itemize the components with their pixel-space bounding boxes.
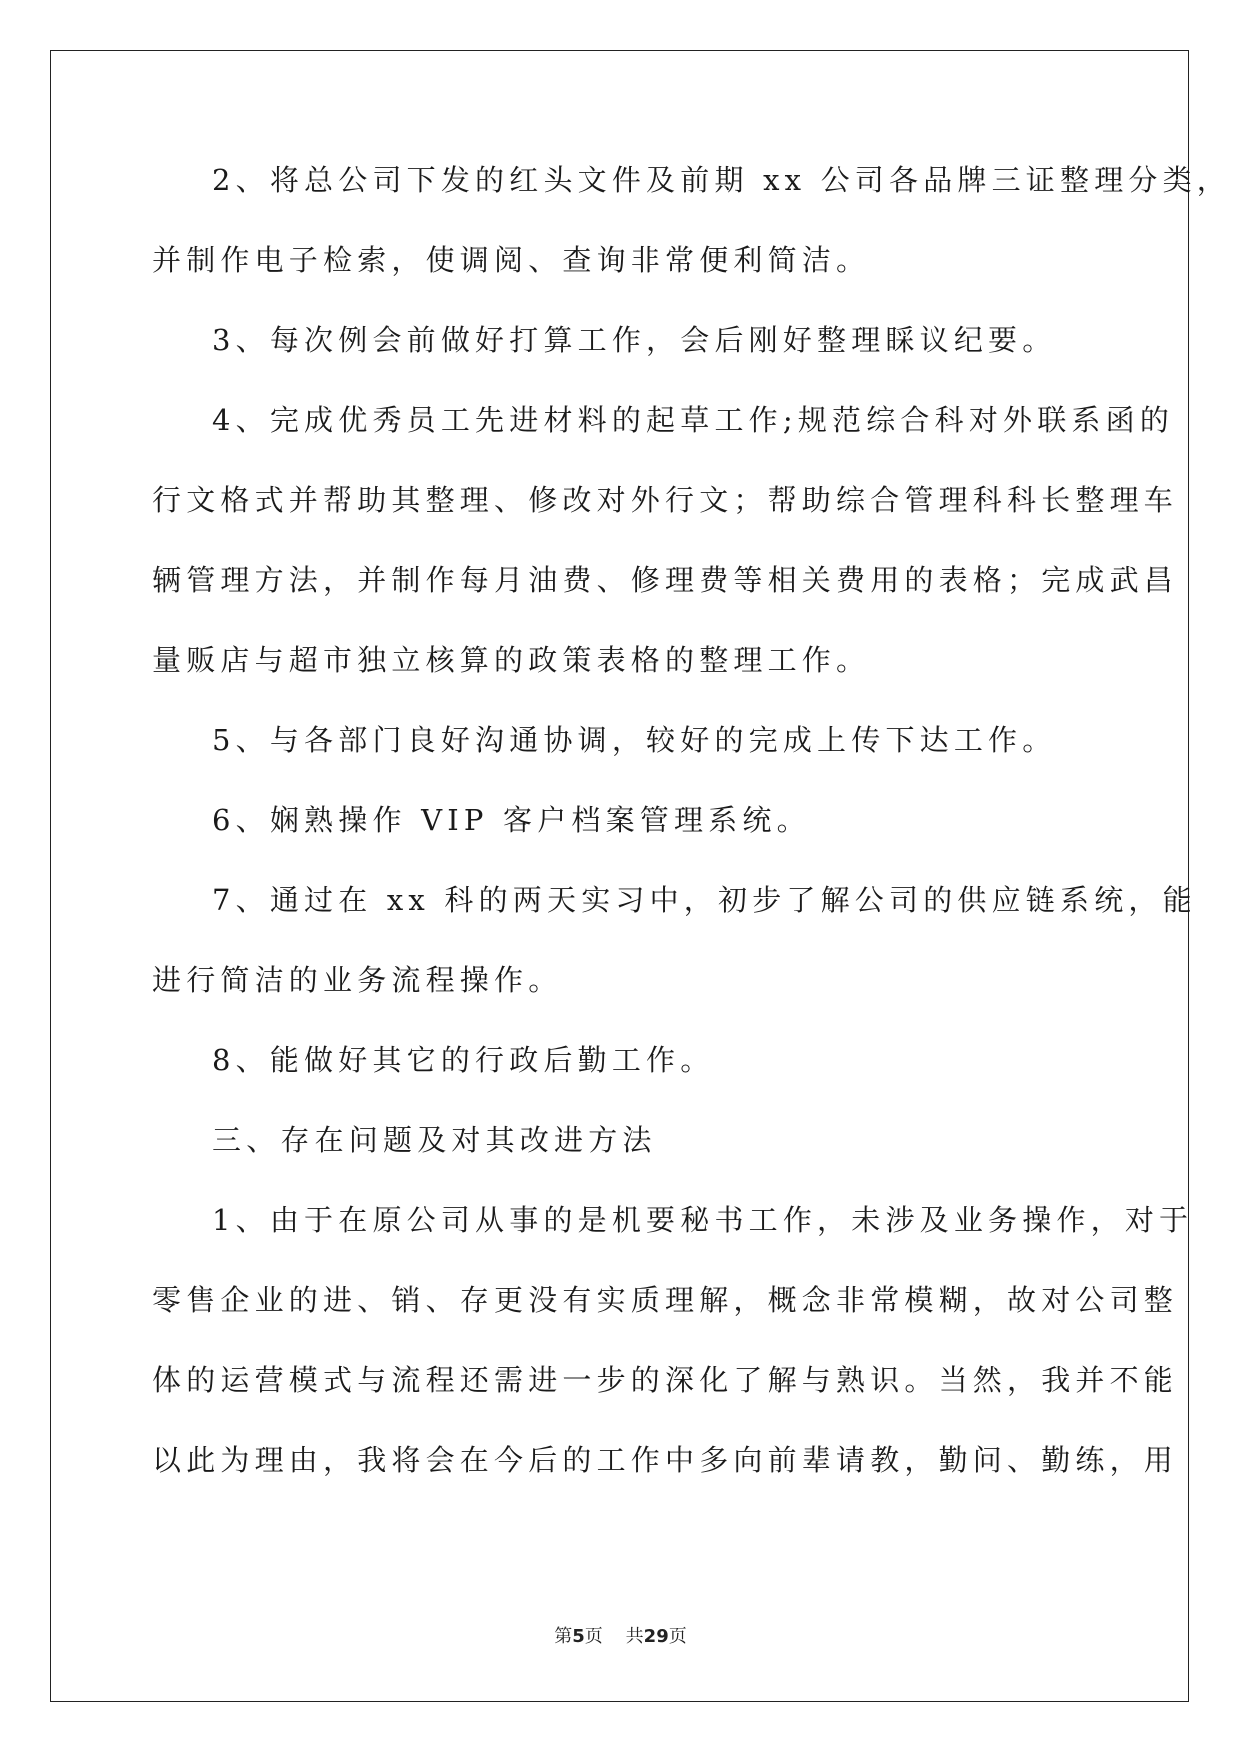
paragraph-line: 辆管理方法，并制作每月油费、修理费等相关费用的表格；完成武昌 <box>152 563 1179 597</box>
paragraph-line: 6、娴熟操作 VIP 客户档案管理系统。 <box>212 803 811 837</box>
document-body <box>152 160 1231 1520</box>
paragraph-line: 行文格式并帮助其整理、修改对外行文；帮助综合管理科科长整理车 <box>152 483 1179 517</box>
section-heading: 三、存在问题及对其改进方法 <box>212 1123 657 1157</box>
paragraph-line: 5、与各部门良好沟通协调，较好的完成上传下达工作。 <box>212 723 1057 757</box>
current-page-number: 5 <box>572 1626 585 1647</box>
paragraph-line: 零售企业的进、销、存更没有实质理解，概念非常模糊，故对公司整 <box>152 1283 1179 1317</box>
paragraph-line: 4、完成优秀员工先进材料的起草工作;规范综合科对外联系函的 <box>212 403 1175 437</box>
paragraph-line: 以此为理由，我将会在今后的工作中多向前辈请教，勤问、勤练，用 <box>152 1443 1179 1477</box>
paragraph-line: 1、由于在原公司从事的是机要秘书工作，未涉及业务操作，对于 <box>212 1203 1194 1237</box>
page-prefix: 第 <box>554 1626 573 1647</box>
paragraph-line: 量贩店与超市独立核算的政策表格的整理工作。 <box>152 643 871 677</box>
total-prefix: 共 <box>625 1626 644 1647</box>
paragraph-line: 进行简洁的业务流程操作。 <box>152 963 563 997</box>
total-unit: 页 <box>668 1626 687 1647</box>
page-unit: 页 <box>584 1626 603 1647</box>
page-footer <box>0 1622 1241 1648</box>
paragraph-line: 2、将总公司下发的红头文件及前期 xx 公司各品牌三证整理分类， <box>212 163 1231 197</box>
paragraph-line: 并制作电子检索，使调阅、查询非常便利简洁。 <box>152 243 871 277</box>
paragraph-line: 3、每次例会前做好打算工作，会后刚好整理睬议纪要。 <box>212 323 1057 357</box>
paragraph-line: 7、通过在 xx 科的两天实习中，初步了解公司的供应链系统，能 <box>212 883 1197 917</box>
paragraph-line: 8、能做好其它的行政后勤工作。 <box>212 1043 715 1077</box>
paragraph-line: 体的运营模式与流程还需进一步的深化了解与熟识。当然，我并不能 <box>152 1363 1179 1397</box>
total-page-count: 29 <box>643 1626 669 1647</box>
